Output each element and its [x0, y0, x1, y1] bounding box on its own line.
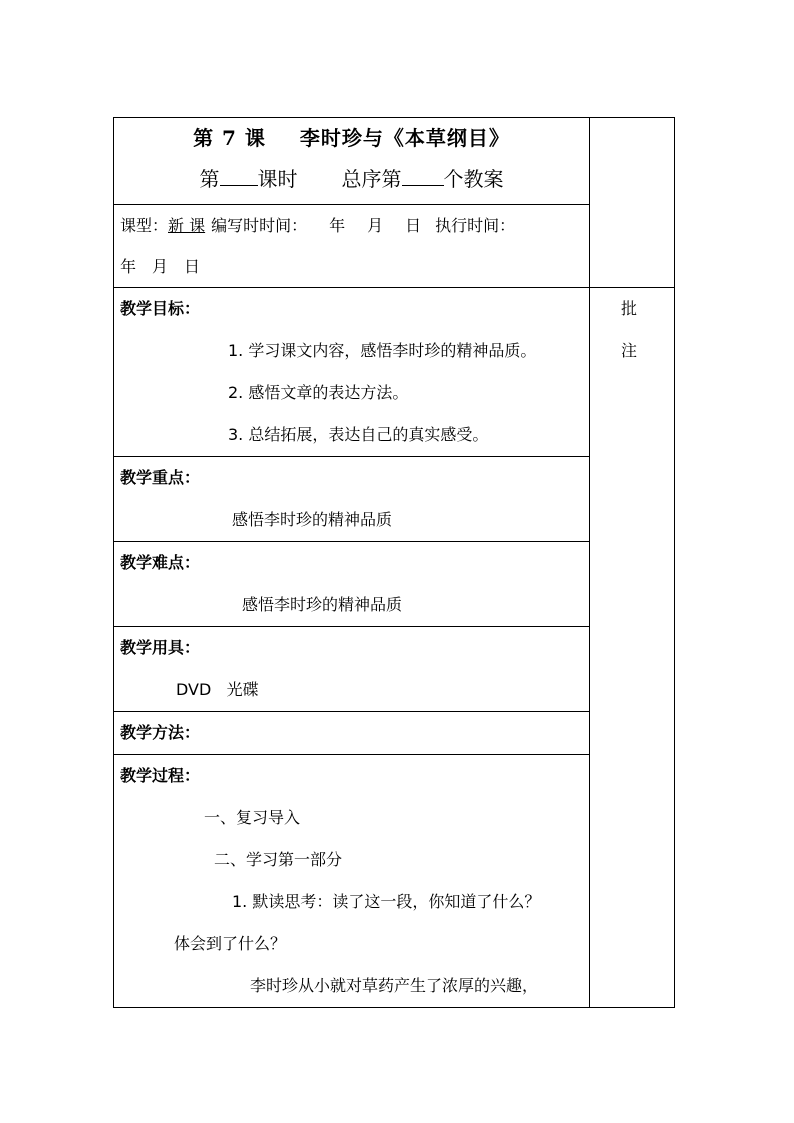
key-points-cell — [114, 457, 590, 542]
objective-item: 2. 感悟文章的表达方法。 — [228, 383, 409, 402]
objective-item: 3. 总结拓展，表达自己的真实感受。 — [228, 425, 489, 444]
lesson-plan-table — [113, 117, 675, 1008]
methods-cell — [114, 712, 590, 755]
meta-cell — [114, 205, 590, 288]
objectives-heading: 教学目标： — [120, 299, 201, 318]
lesson-title-line — [114, 118, 589, 158]
period-prefix: 第 — [199, 167, 220, 191]
notes-heading: 批注 — [620, 299, 657, 360]
meta-line-2 — [114, 246, 589, 287]
difficulties-cell — [114, 542, 590, 627]
meta-line-1 — [114, 205, 589, 246]
total-prefix: 总序第 — [341, 167, 402, 191]
process-line: 1. 默读思考：读了这一段，你知道了什么？ — [232, 892, 541, 911]
exec-year: 年 — [120, 257, 137, 276]
objective-item: 1. 学习课文内容，感悟李时珍的精神品质。 — [228, 341, 537, 360]
title-cell — [114, 118, 590, 205]
process-heading: 教学过程： — [120, 766, 201, 785]
exec-month: 月 — [152, 257, 169, 276]
exec-day: 日 — [184, 257, 201, 276]
tools-heading: 教学用具： — [120, 638, 201, 657]
process-line: 体会到了什么？ — [174, 934, 287, 953]
type-value: 新 课 — [168, 216, 206, 235]
process-line: 李时珍从小就对草药产生了浓厚的兴趣， — [250, 976, 539, 995]
lesson-number: 第 7 课 — [193, 126, 266, 150]
total-suffix: 个教案 — [443, 167, 504, 191]
tools-cell — [114, 627, 590, 712]
exec-time-label: 执行时间： — [435, 216, 516, 235]
process-line: 一、复习导入 — [204, 808, 301, 827]
note-top-cell — [590, 118, 675, 288]
difficulties-text: 感悟李时珍的精神品质 — [242, 595, 403, 614]
type-label: 课型： — [120, 216, 169, 235]
period-suffix: 课时 — [257, 167, 298, 191]
difficulties-heading: 教学难点： — [120, 553, 201, 572]
title-row — [114, 118, 675, 205]
process-line: 二、学习第一部分 — [214, 850, 343, 869]
methods-heading: 教学方法： — [120, 723, 201, 742]
period-line — [114, 158, 589, 204]
total-blank — [402, 165, 444, 186]
key-points-heading: 教学重点： — [120, 468, 201, 487]
write-month: 月 — [367, 216, 384, 235]
objectives-row — [114, 288, 675, 457]
write-day: 日 — [405, 216, 422, 235]
write-time-label: 编写时时间： — [211, 216, 308, 235]
process-cell — [114, 755, 590, 1008]
key-points-text: 感悟李时珍的精神品质 — [232, 510, 393, 529]
write-year: 年 — [329, 216, 346, 235]
lesson-title: 李时珍与《本草纲目》 — [299, 126, 510, 150]
period-blank — [220, 165, 258, 186]
objectives-cell — [114, 288, 590, 457]
tools-text: DVD 光碟 — [176, 680, 259, 699]
notes-cell — [590, 288, 675, 1008]
